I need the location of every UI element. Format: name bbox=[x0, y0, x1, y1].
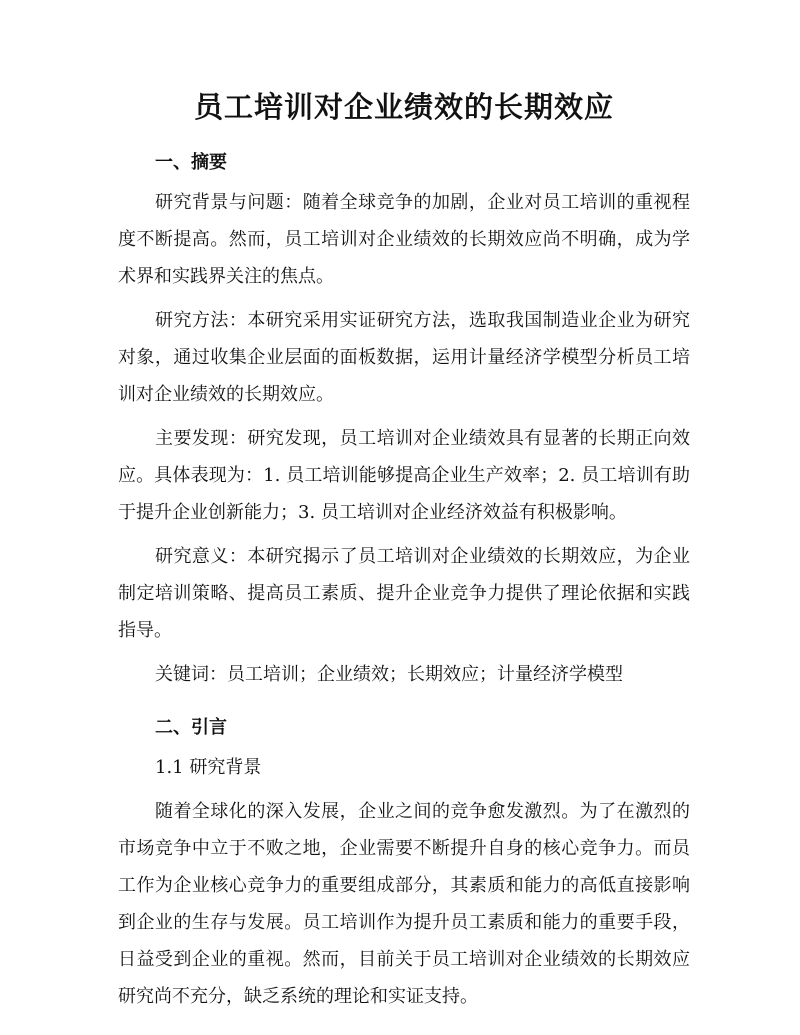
document-title: 员工培训对企业绩效的长期效应 bbox=[193, 90, 614, 124]
introduction-heading: 二、引言 bbox=[155, 717, 227, 738]
research-background-subheading: 1.1 研究背景 bbox=[155, 757, 262, 778]
abstract-heading: 一、摘要 bbox=[155, 152, 227, 173]
document-content bbox=[118, 86, 690, 1015]
abstract-paragraph-methods: 研究方法：本研究采用实证研究方法，选取我国制造业企业为研究对象，通过收集企业层面的面板数据，运用计量经济学模型分析员工培训对企业绩效的长期效应。 bbox=[118, 310, 690, 405]
abstract-paragraph-significance: 研究意义：本研究揭示了员工培训对企业绩效的长期效应，为企业制定培训策略、提高员工素质、提升企业竞争力提供了理论依据和实践指导。 bbox=[118, 546, 690, 641]
abstract-paragraph-findings: 主要发现：研究发现，员工培训对企业绩效具有显著的长期正向效应。具体表现为：1. 员工培训能够提高企业生产效率；2. 员工培训有助于提升企业创新能力；3. 员工培训对企业经济效益有积极影响。 bbox=[118, 428, 690, 523]
introduction-paragraph: 随着全球化的深入发展，企业之间的竞争愈发激烈。为了在激烈的市场竞争中立于不败之地，企业需要不断提升自身的核心竞争力。而员工作为企业核心竞争力的重要组成部分，其素质和能力的高低直接影响到企业的生存与发展。员工培训作为提升员工素质和能力的重要手段，日益受到企业的重视。然而，目前关于员工培训对企业绩效的长期效应研究尚不充分，缺乏系统的理论和实证支持。 bbox=[118, 801, 690, 1007]
abstract-paragraph-background: 研究背景与问题：随着全球竞争的加剧，企业对员工培训的重视程度不断提高。然而，员工培训对企业绩效的长期效应尚不明确，成为学术界和实践界关注的焦点。 bbox=[118, 192, 690, 287]
keywords-line: 关键词：员工培训；企业绩效；长期效应；计量经济学模型 bbox=[155, 664, 623, 685]
